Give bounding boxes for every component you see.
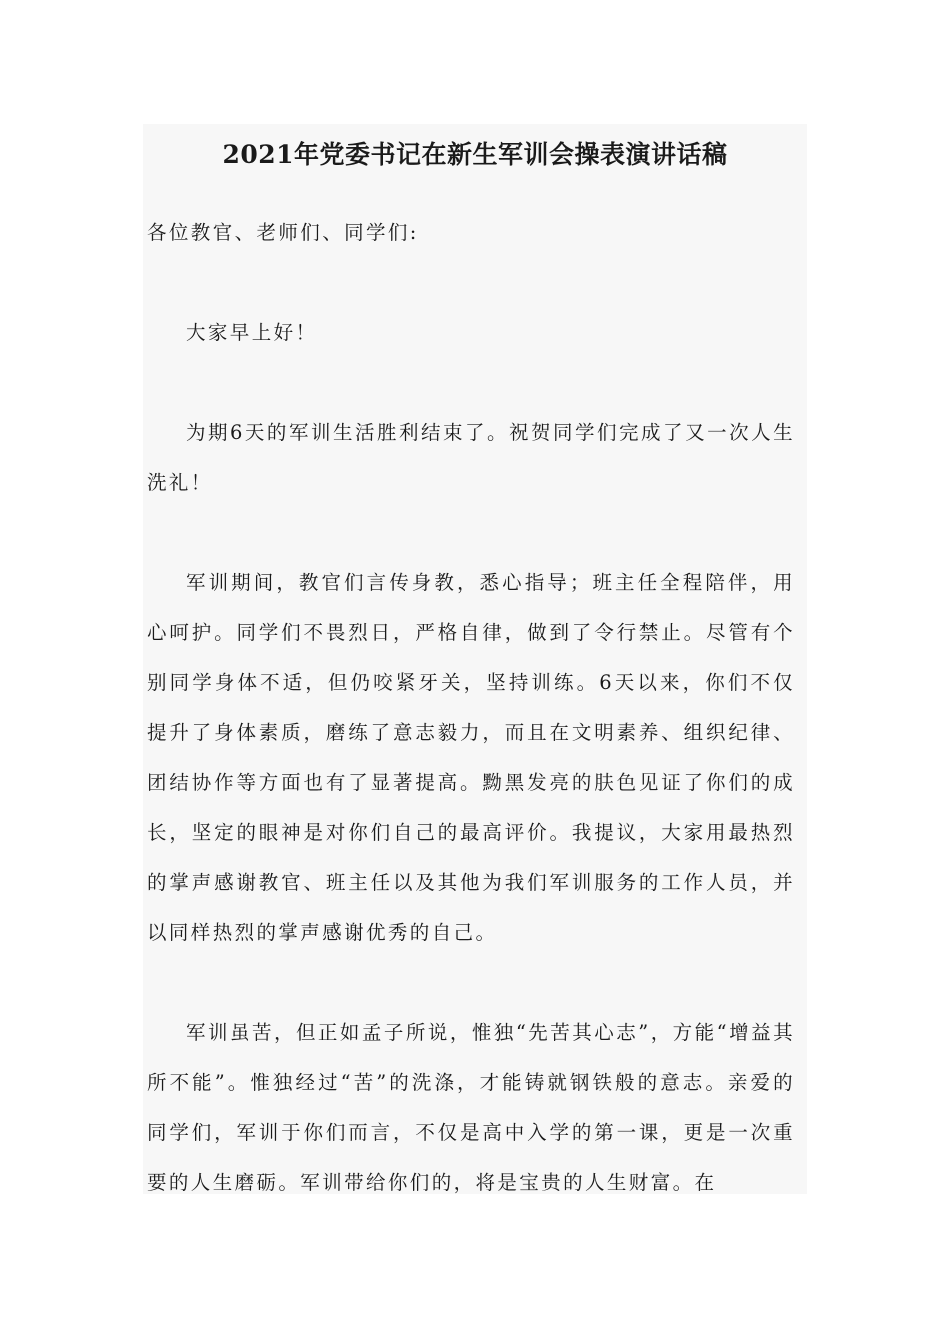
paragraph-congratulation: 为期6天的军训生活胜利结束了。祝贺同学们完成了又一次人生洗礼！ — [147, 421, 795, 494]
paragraph-hardship: 军训虽苦，但正如孟子所说，惟独“先苦其心志”，方能“增益其所不能”。惟独经过“苦”的洗涤，才能铸就钢铁般的意志。亲爱的同学们，军训于你们而言，不仅是高中入学的第一课，更是一次重要的人生磨砺。军训带给你们的，将是宝贵的人生财富。在 — [147, 1021, 795, 1194]
paragraph-training-review: 军训期间，教官们言传身教，悉心指导；班主任全程陪伴，用心呵护。同学们不畏烈日，严格自律，做到了令行禁止。尽管有个别同学身体不适，但仍咬紧牙关，坚持训练。6天以来，你们不仅提升了身体素质，磨练了意志毅力，而且在文明素养、组织纪律、团结协作等方面也有了显著提高。黝黑发亮的肤色见证了你们的成长，坚定的眼神是对你们自己的最高评价。我提议，大家用最热烈的掌声感谢教官、班主任以及其他为我们军训服务的工作人员，并以同样热烈的掌声感谢优秀的自己。 — [147, 571, 795, 944]
document-title: 2021年党委书记在新生军训会操表演讲话稿 — [222, 140, 728, 169]
document-body — [147, 208, 795, 1194]
document-page — [143, 124, 807, 1194]
paragraph-greeting: 大家早上好！ — [186, 321, 318, 344]
salutation: 各位教官、老师们、同学们: — [147, 221, 419, 244]
